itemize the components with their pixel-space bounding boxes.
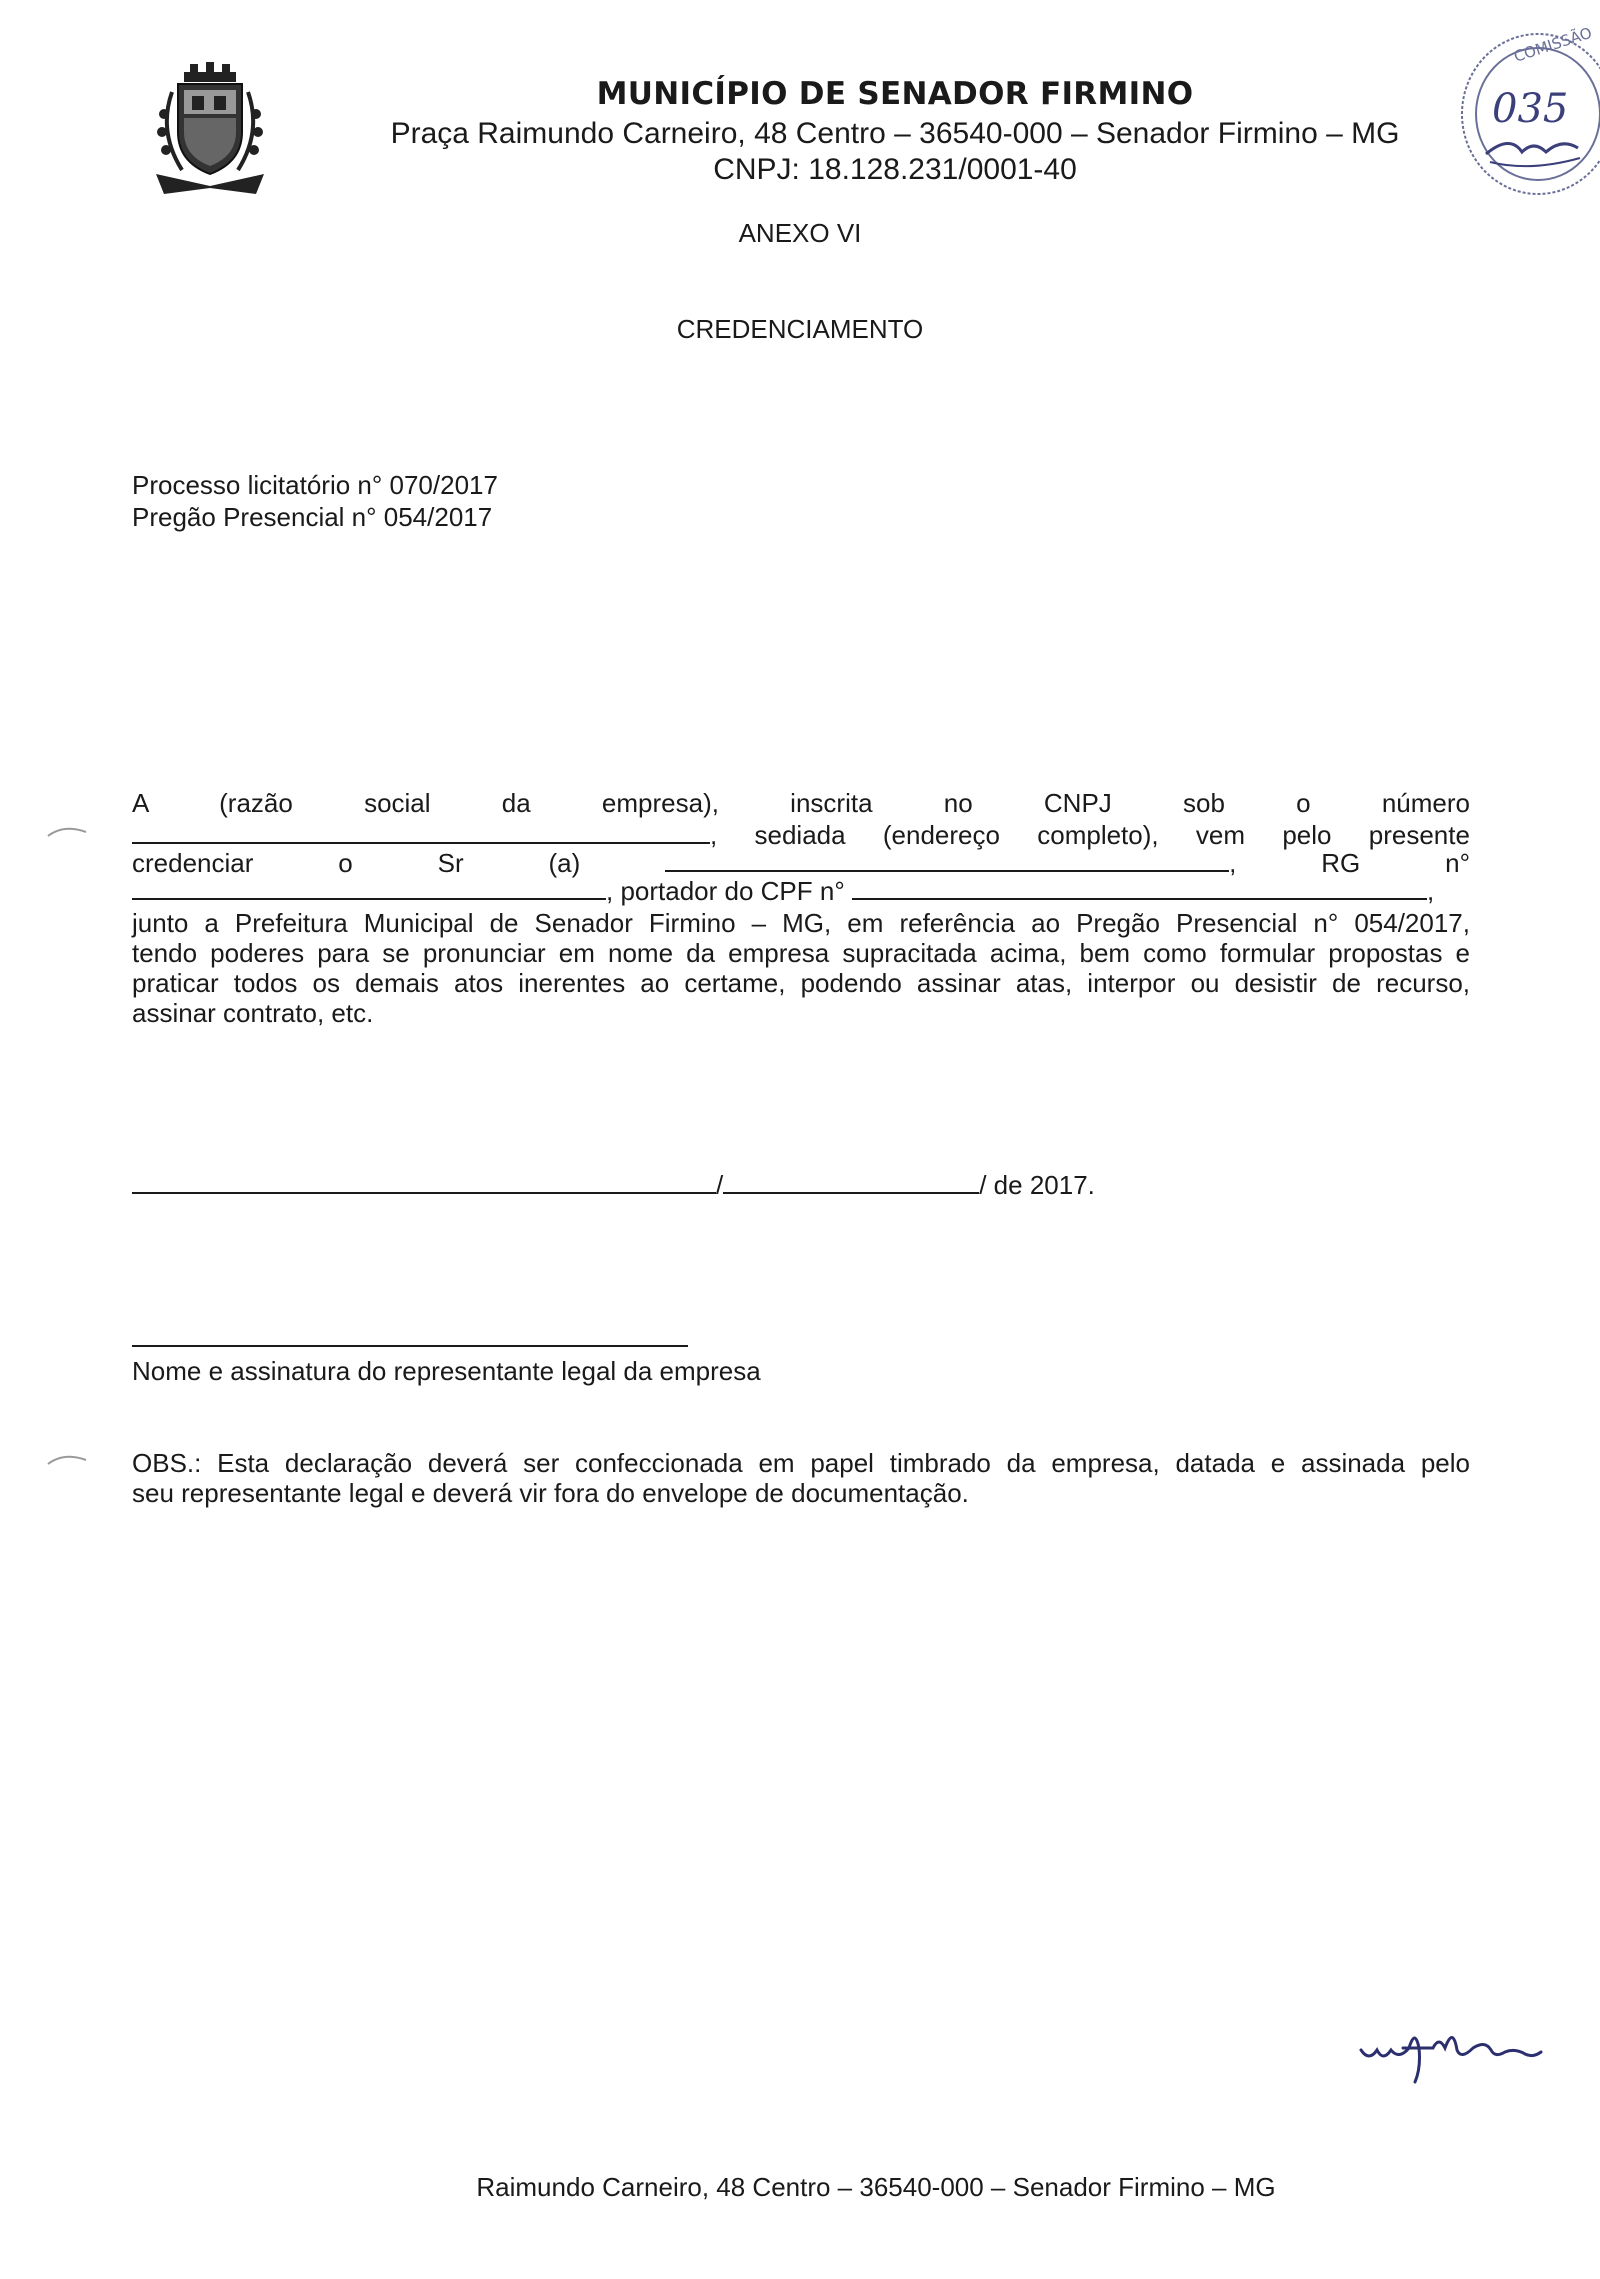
cnpj-blank-field[interactable] — [132, 820, 710, 844]
margin-mark — [46, 824, 90, 840]
footer-address: Raimundo Carneiro, 48 Centro – 36540-000 – Senador Firmino – MG — [476, 2172, 1276, 2202]
body-line-5: junto a Prefeitura Municipal de Senador Firmino – MG, em referência ao Pregão Presencial n° 054/2017, — [132, 908, 1470, 938]
municipality-address: Praça Raimundo Carneiro, 48 Centro – 36540-000 – Senador Firmino – MG — [390, 117, 1400, 150]
annex-title: ANEXO VI — [738, 218, 862, 248]
municipality-cnpj: CNPJ: 18.128.231/0001-40 — [713, 153, 1077, 186]
municipality-title: MUNICÍPIO DE SENADOR FIRMINO — [596, 76, 1194, 112]
obs-line-1: OBS.: Esta declaração deverá ser confeccionada em papel timbrado da empresa, datada e assinada pelo — [132, 1448, 1470, 1478]
rg-blank-field[interactable] — [132, 876, 606, 900]
body-line-3: credenciar o Sr (a) , RG n° — [132, 848, 1470, 878]
body-line-6: tendo poderes para se pronunciar em nome da empresa supracitada acima, bem como formular propostas e — [132, 938, 1470, 968]
body-line-1: A (razão social da empresa), inscrita no CNPJ sob o número — [132, 788, 1470, 818]
cpf-blank-field[interactable] — [852, 876, 1427, 900]
representative-name-blank-field[interactable] — [665, 848, 1229, 872]
margin-mark — [46, 1452, 90, 1468]
signature-label: Nome e assinatura do representante legal da empresa — [132, 1356, 761, 1386]
date-blank-field[interactable] — [723, 1170, 979, 1194]
obs-line-2: seu representante legal e deverá vir fora do envelope de documentação. — [132, 1478, 969, 1508]
signature-line[interactable] — [132, 1345, 688, 1347]
body-line-8: assinar contrato, etc. — [132, 998, 374, 1028]
handwritten-initials-signature — [1355, 2018, 1545, 2088]
date-line: / / de 2017. — [132, 1170, 1095, 1201]
section-title: CREDENCIAMENTO — [676, 314, 924, 344]
observation-note — [132, 1448, 1470, 1508]
place-blank-field[interactable] — [132, 1170, 716, 1194]
svg-text:COMISSÃO: COMISSÃO — [1511, 23, 1595, 66]
body-line-7: praticar todos os demais atos inerentes ao certame, podendo assinar atas, interpor ou desistir de recurso, — [132, 968, 1470, 998]
pregao-reference: Pregão Presencial n° 054/2017 — [132, 502, 493, 532]
process-reference: Processo licitatório n° 070/2017 — [132, 470, 498, 500]
stamp-number: 035 — [1492, 86, 1569, 132]
body-line-2: , sediada (endereço completo), vem pelo presente — [132, 820, 1470, 850]
body-line-4: , portador do CPF n° , — [132, 876, 1470, 906]
